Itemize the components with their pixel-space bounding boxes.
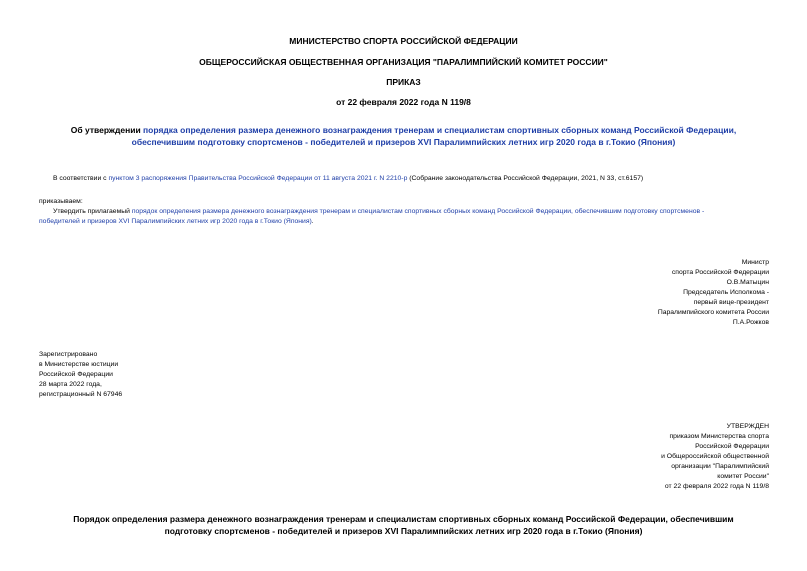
approved-block [661, 422, 769, 492]
approved-line: от 22 февраля 2022 года N 119/8 [664, 483, 769, 490]
signatures-block [658, 258, 769, 328]
organization-heading: ОБЩЕРОССИЙСКАЯ ОБЩЕСТВЕННАЯ ОРГАНИЗАЦИЯ "ПАРАЛИМПИЙСКИЙ КОМИТЕТ РОССИИ" [199, 57, 608, 67]
order-word: приказываем: [39, 198, 83, 205]
title-link-line1[interactable]: порядка определения размера денежного вознаграждения тренерам и специалистам спортивных сборных команд Российской Федерации, [143, 125, 737, 135]
signature-line: О.В.Матыцин [726, 279, 769, 286]
signature-line: спорта Российской Федерации [671, 269, 769, 276]
approved-line: и Общероссийской общественной [661, 453, 769, 460]
signature-line: П.А.Рожков [732, 319, 769, 326]
procedure-title [0, 513, 807, 537]
registration-line: Российской Федерации [39, 371, 113, 378]
registration-line: в Министерстве юстиции [39, 361, 119, 368]
approved-line: приказом Министерства спорта [669, 433, 769, 440]
order-title [0, 124, 807, 148]
preamble-suffix: (Собрание законодательства Российской Федерации, 2021, N 33, ст.6157) [407, 175, 644, 182]
approve-paragraph [39, 207, 779, 227]
approve-prefix: Утвердить прилагаемый [53, 208, 132, 215]
procedure-title-line2: подготовку спортсменов - победителей и призеров XVI Паралимпийских летних игр 2020 года в г.Токио (Япония) [164, 526, 643, 536]
approved-line: комитет России" [717, 473, 769, 480]
procedure-link-line1[interactable]: порядок определения размера денежного вознаграждения тренерам и специалистам спортивных сборных команд Российской Федерации, обеспечившим подготовку спортсменов - [131, 208, 705, 215]
procedure-link-line2[interactable]: победителей и призеров XVI Паралимпийских летних игр 2020 года в г.Токио (Япония) [39, 218, 312, 225]
signature-line: Паралимпийского комитета России [657, 309, 769, 316]
title-link-line2[interactable]: обеспечившим подготовку спортсменов - победителей и призеров XVI Паралимпийских летних игр 2020 года в г.Токио (Япония) [131, 137, 676, 147]
ministry-heading: МИНИСТЕРСТВО СПОРТА РОССИЙСКОЙ ФЕДЕРАЦИИ [289, 36, 518, 46]
doc-type-heading: ПРИКАЗ [386, 77, 421, 87]
approve-suffix: . [311, 218, 314, 225]
registration-line: Зарегистрировано [39, 351, 98, 358]
signature-line: первый вице-президент [693, 299, 769, 306]
preamble-paragraph [53, 174, 773, 184]
registration-line: 28 марта 2022 года, [39, 381, 102, 388]
title-prefix: Об утверждении [70, 125, 144, 135]
preamble-prefix: В соответствии с [53, 175, 109, 182]
government-order-link[interactable]: пунктом 3 распоряжения Правительства Российской Федерации от 11 августа 2021 г. N 2210-р [108, 175, 408, 182]
signature-line: Министр [741, 259, 769, 266]
approved-line: Российской Федерации [695, 443, 769, 450]
approved-line: организации "Паралимпийский [671, 463, 769, 470]
procedure-title-line1: Порядок определения размера денежного вознаграждения тренерам и специалистам спортивных сборных команд Российской Федерации, обеспечившим [73, 514, 734, 524]
registration-line: регистрационный N 67946 [39, 391, 123, 398]
registration-block [39, 350, 122, 400]
signature-line: Председатель Исполкома - [683, 289, 769, 296]
approved-line: УТВЕРЖДЕН [726, 423, 769, 430]
date-number-heading: от 22 февраля 2022 года N 119/8 [336, 97, 471, 107]
